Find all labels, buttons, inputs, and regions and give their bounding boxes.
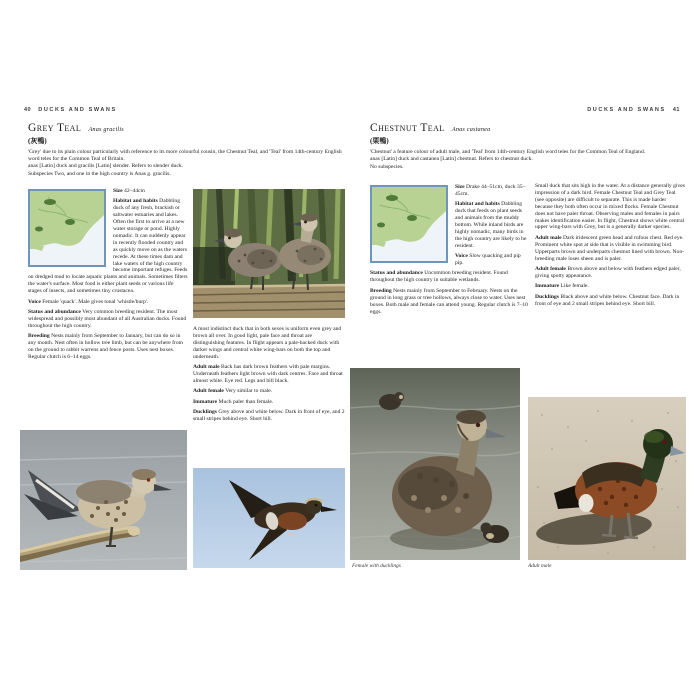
voice-text: Female 'quack'. Male gives tonal 'whistle/burp'.: [42, 298, 149, 305]
chestnut-teal-heading: [370, 122, 490, 134]
immature-label: Immature: [535, 283, 560, 290]
habitat-label: Habitat and habits: [113, 198, 158, 205]
status-label: Status and abundance: [370, 270, 423, 277]
immature-paragraph: [535, 283, 685, 290]
photo-female-with-ducklings: [350, 368, 520, 560]
etymology-line: anas [Latin] duck and castanea [Latin] chestnut. Refers to chestnut duck.: [370, 156, 533, 163]
photo-chestnut-teal-flying: [193, 468, 345, 568]
grey-teal-scientific-name: Anas gracilis: [88, 126, 124, 133]
status-paragraph: [28, 309, 188, 330]
etymology-line: No subspecies.: [370, 163, 404, 170]
adult-male-text: Dark iridescent green head and rufous chest. Red eye. Prominent white spot at side that is visible in swimming bird. Upperparts brown and underparts chestnut lined with brown. Non-breeding male loses sheen and is paler.: [535, 234, 684, 262]
page-number-right: 41: [672, 107, 680, 113]
chestnut-teal-distribution-map: [370, 185, 448, 263]
breeding-paragraph: [370, 288, 530, 316]
chestnut-teal-cjk-name: (栗鴨): [370, 137, 389, 145]
etymology-line: 'Grey' due to its plain colour particularly with reference to its more colourful cousin, the Chestnut Teal, and 'Teal' from 14th-century English word teles for the Common Teal of Britain.: [28, 149, 342, 162]
running-head-right-title: DUCKS AND SWANS: [587, 107, 666, 113]
habitat-text: Dabbling duck of any fresh, brackish or saltwater estuaries and lakes. Often the first to arrive at a new water storage or pond. Highly nomadic. It can suddenly appear in recently flooded country and as quickly move on as the waters recede. At these times dam and lake waters of the high country become important refuges. Feeds on dredged mud to locate aquatic plants and animals. Sometimes filters the water's surface. Most food is either plant seeds or various life stages of insects, and sometimes tiny crustacea.: [28, 198, 188, 295]
size-text: Drake 44–51cm, duck 35–45cm.: [455, 184, 526, 197]
breeding-text: Nests mainly from September to January, but can do so in any month. Nest often in hollow tree limb, but can be anywhere from on the ground to rabbit warrens and fence posts. Uses nest boxes. Regular clutch is 6–14 eggs.: [28, 333, 184, 360]
grey-teal-distribution-map: [28, 189, 106, 267]
etymology-line: 'Chestnut' a feature colour of adult male, and 'Teal' from 14th-century English word teles for the Common Teal of England.: [370, 149, 646, 155]
chestnut-teal-scientific-name: Anas castanea: [451, 126, 491, 133]
adult-male-paragraph: [535, 235, 685, 263]
adult-male-paragraph: [193, 364, 345, 385]
chestnut-teal-facts-column: [370, 184, 530, 319]
adult-female-paragraph: [193, 388, 345, 395]
ducklings-text: Grey above and white below. Dark in front of eye, and 2 small stripes behind eye. Short bill.: [193, 409, 345, 422]
ducklings-paragraph: [535, 294, 685, 308]
immature-label: Immature: [193, 398, 218, 405]
grey-teal-etymology: [28, 149, 346, 178]
immature-paragraph: [193, 399, 345, 406]
etymology-line: Subspecies Two, and one in the high country is Anas g. gracilis.: [28, 170, 171, 177]
grey-teal-facts-column: [28, 188, 188, 364]
grey-teal-cjk-name: (灰鴨): [28, 137, 47, 145]
running-head-right: [587, 107, 684, 113]
distribution-map-image: [28, 189, 106, 267]
adult-male-label: Adult male: [193, 364, 220, 371]
description-intro: Small duck that sits high in the water. At a distance generally gives impression of a dark bird. Female Chestnut Teal and Grey Teal (see opposite) are difficult to separate. This is made harder because they both often occur in mixed flocks. Female Chestnut does not have paler throat. Observing males and females in pairs makes identification easier. In flight, Chestnut shows white central upper wing-bars with Grey, but is a generally darker species.: [535, 183, 685, 231]
voice-label: Voice: [455, 253, 468, 260]
adult-female-paragraph: [535, 266, 685, 280]
ducklings-paragraph: [193, 409, 345, 423]
adult-female-text: Brown above and below with feathers edged paler, giving spotty appearance.: [535, 265, 681, 279]
ducklings-text: Black above and white below. Chestnut face. Dark in front of eye and 2 small stripes behind eye. Short bill.: [535, 293, 680, 307]
chestnut-teal-description-column: [535, 183, 685, 311]
breeding-label: Breeding: [370, 287, 392, 294]
distribution-map-image: [370, 185, 448, 263]
breeding-paragraph: [28, 333, 188, 361]
etymology-line: anas [Latin] duck and gracilis [Latin] slender. Refers to slender duck.: [28, 163, 184, 170]
voice-text: Slow quacking and pip pip.: [455, 253, 521, 267]
status-paragraph: [370, 270, 530, 284]
ducklings-label: Ducklings: [535, 293, 559, 300]
habitat-text: Dabbling duck that feeds on plant seeds and animals from the muddy bottom. While inland birds are highly nomadic, many birds in the high country are likely to be resident.: [455, 201, 527, 249]
status-text: Very common breeding resident. The most widespread and possibly most abundant of all Australian ducks. Found throughout the high country.: [28, 309, 187, 329]
running-head-left-title: DUCKS AND SWANS: [38, 107, 117, 113]
adult-male-text: Back has dark brown feathers with pale margins. Underneath feathers light brown with dark centres. Face and throat almost white. Eye red. Legs and bill black.: [193, 364, 343, 384]
chestnut-teal-common-name: Chestnut Teal: [370, 122, 445, 134]
chestnut-teal-etymology: [370, 149, 685, 171]
size-label: Size: [113, 188, 123, 194]
grey-teal-common-name: Grey Teal: [28, 122, 82, 134]
grey-teal-description-column: [193, 326, 345, 426]
photo-grey-teal-pair: [193, 189, 345, 318]
breeding-label: Breeding: [28, 333, 50, 340]
size-text: 42–44cm: [124, 188, 145, 194]
breeding-text: Nests mainly from September to February. Nests on the ground in long grass or tree hollows, always close to water. Uses nest boxes. Both male and female can attend young. Regular clutch is 7–10 eggs.: [370, 287, 528, 315]
voice-label: Voice: [28, 298, 41, 305]
ducklings-label: Ducklings: [193, 409, 217, 416]
page-number-left: 40: [24, 107, 32, 113]
description-intro: A most indistinct duck that in both sexes is uniform even grey and brown all over. In good light, pale face and throat are distinguishing features. In flight appears a pale-backed duck with darker wings and central white wing-bars on both the top and underneath.: [193, 326, 342, 360]
size-label: Size: [455, 184, 465, 190]
running-head-left: [20, 107, 117, 113]
caption-adult-male: Adult male: [528, 563, 552, 569]
immature-text: Like female.: [560, 283, 589, 290]
adult-female-label: Adult female: [535, 265, 566, 272]
immature-text: Much paler than female.: [218, 398, 274, 405]
photo-chestnut-teal-male: [528, 397, 686, 560]
status-text: Uncommon breeding resident. Found throughout the high country in suitable wetlands.: [370, 270, 508, 284]
caption-female-with-ducklings: Female with ducklings: [352, 563, 401, 569]
status-label: Status and abundance: [28, 309, 81, 315]
photo-grey-teal-stretching: [20, 430, 187, 570]
habitat-label: Habitat and habits: [455, 201, 500, 208]
voice-paragraph: [28, 299, 188, 306]
adult-female-text: Very similar to male.: [225, 388, 273, 395]
adult-female-label: Adult female: [193, 388, 224, 395]
adult-male-label: Adult male: [535, 234, 562, 241]
grey-teal-heading: [28, 122, 124, 134]
